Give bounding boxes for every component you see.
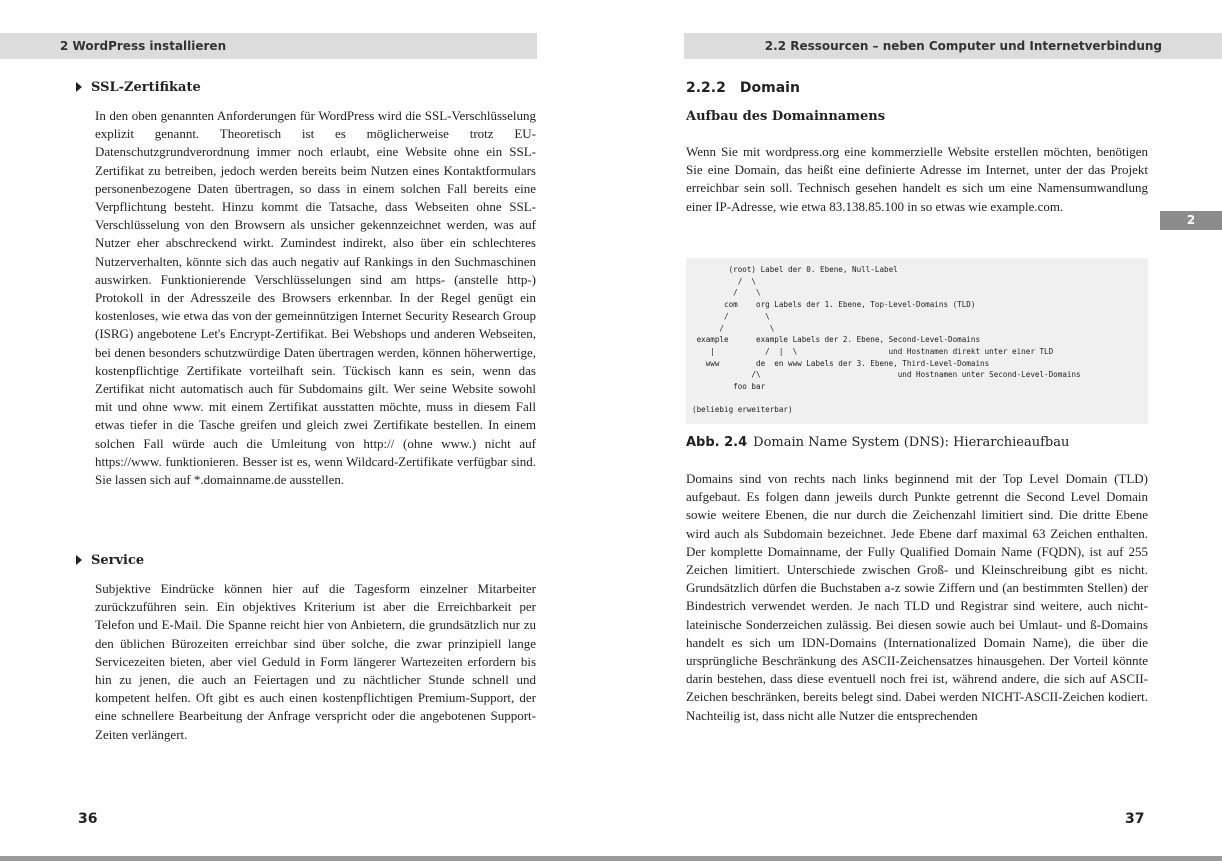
running-header-right-text: 2.2 Ressourcen – neben Computer und Internetverbindung [764, 39, 1162, 53]
bullet-heading-ssl [76, 80, 201, 95]
paragraph-intro: Wenn Sie mit wordpress.org eine kommerzielle Website erstellen möchten, benötigen Sie eine Domain, das heißt eine definierte Adresse im Internet, unter der das Projekt erreichbar sein soll. Technisch gesehen handelt es sich um eine Namensumwandlung einer IP-Adresse, wie etwa 83.138.85.100 in so etwas wie example.com. [686, 144, 1148, 214]
triangle-bullet-icon [76, 555, 82, 565]
section-title: Domain [739, 80, 800, 96]
paragraph-domains: Domains sind von rechts nach links beginnend mit der Top Level Domain (TLD) aufgebaut. Es folgen dann jeweils durch Punkte getrennt die Second Level Domain sowie weitere Ebenen, die nur durch die Zeichenzahl limitiert sind. Die dritte Ebene wird auch als Subdomain bezeichnet. Jede Ebene darf maximal 63 Zeichen enthalten. Der komplette Domainname, der Fully Qualified Domain Name (FQDN), ist auf 255 Zeichen limitiert. Unterschiede zwischen Groß- und Kleinschreibung gibt es nicht. Grundsätzlich dürfen die Buchstaben a-z sowie Ziffern und (an bestimmten Stellen) der Bindestrich verwendet werden. Je nach TLD und Registrar sind weitere, auch nicht-lateinische Sonderzeichen zulässig. Bei diesen sowie auch bei Umlaut- und ß-Domains handelt es sich um IDN-Domains (Internationalized Domain Name), die über die ursprüngliche Beschränkung des ASCII-Zeichensatzes hinausgehen. Der Vorteil könnte darin bestehen, dass diese eventuell noch frei ist, während andere, die sich auf ASCII-Zeichen beschränken, bereits belegt sind. Dabei werden NICHT-ASCII-Zeichen kodiert. Nachteilig ist, dass nicht alle Nutzer die entsprechenden [686, 471, 1148, 723]
dns-hierarchy-code: (root) Label der 0. Ebene, Null-Label / \ / \ com org Labels der 1. Ebene, Top-Level-Domains (TLD) / \ / \ example example Labels der 2. Ebene, Second-Level-Domains | / | \ und Hostnamen direkt unter einer TLD www de en www Labels der 3. Ebene, Third-Level-Domains /\ und Hostnamen unter Second-Level-Domains foo bar (beliebig erweiterbar) [692, 265, 1081, 415]
figure-caption-label: Abb. 2.4 [686, 435, 748, 450]
triangle-bullet-icon [76, 82, 82, 92]
running-header-left [0, 33, 537, 59]
bottom-rule [0, 856, 1222, 861]
running-header-right [684, 33, 1222, 59]
dns-hierarchy-figure [686, 258, 1148, 424]
page-number-right: 37 [1125, 811, 1145, 827]
bullet-heading-service [76, 553, 144, 568]
figure-caption [686, 435, 1069, 450]
page-number-left: 36 [78, 811, 98, 827]
bullet-heading-ssl-text: SSL-Zertifikate [91, 80, 201, 95]
bullet-heading-service-text: Service [91, 553, 145, 568]
running-header-left-text: 2 WordPress installieren [60, 39, 227, 53]
subsection-heading: Aufbau des Domainnamens [686, 109, 886, 124]
chapter-tab: 2 [1160, 211, 1222, 230]
paragraph-ssl: In den oben genannten Anforderungen für WordPress wird die SSL-Verschlüsselung explizit genannt. Theoretisch ist es möglicherweise trotz EU-Datenschutzgrundverordnung immer noch erlaubt, eine Website ohne ein SSL-Zertifikat zu betreiben, jedoch werden bereits beim Nutzen eines Kontaktformulars personenbezogene Daten übertragen, so dass in einem solchen Fall bereits eine Verpflichtung besteht. Hinzu kommt die Tatsache, dass Webseiten ohne SSL-Verschlüsselung von den Browsern als unsicher gekennzeichnet werden, was auf Nutzer eher abschreckend wirkt. Zumindest indirekt, also über ein schlechteres Nutzerverhalten, könnte sich das auch negativ auf Rankings in den Suchmaschinen auswirken. Funktionierende Verschlüsselungen sind am https- (anstelle http-) Protokoll in der Adresszeile des Browsers erkennbar. In der Regel genügt ein kostenloses, wie etwa das von der gemeinnützigen Internet Security Research Group (ISRG) angebotene Let's Encrypt-Zertifikat. Bei Webshops und anderen Webseiten, bei denen besonders schutzwürdige Daten übertragen werden, können höherwertige, kostenpflichtige Zertifikate vorteilhaft sein. Tückisch kann es sein, wenn das Zertifikat nicht automatisch auch für Subdomains gilt. Wer seine Website sowohl mit und ohne www. mit einem Zertifikat ausstatten möchte, muss in diesem Fall etwas tiefer in die Tasche greifen und gleich zwei Zertifikate bestellen. In einem solchen Fall würde auch die Umleitung von http:// (ohne www.) nicht auf https://www. funktionieren. Besser ist es, wenn Wildcard-Zertifikate verfügbar sind. Sie lassen sich auf *.domainname.de ausstellen. [95, 108, 536, 488]
section-heading [686, 80, 800, 96]
figure-caption-text: Domain Name System (DNS): Hierarchieaufbau [753, 435, 1070, 450]
paragraph-service: Subjektive Eindrücke können hier auf die Tagesform einzelner Mitarbeiter zurückzuführen sein. Ein objektives Kriterium ist aber die Erreichbarkeit per Telefon und E-Mail. Die Spanne reicht hier von Anbietern, die grundsätzlich nur zu den üblichen Bürozeiten erreichbar sind über solche, die zwar prinzipiell lange Servicezeiten bieten, aber viel Geduld in Form längerer Wartezeiten erfordern bis hin zu jenen, die auch an Feiertagen und zu nächtlicher Stunde schnell und kompetent helfen. Oft gibt es auch einen kostenpflichtigen Premium-Support, der eine schnellere Bearbeitung der Anfrage verspricht oder die angebotenen Support-Zeiten verlängert. [95, 581, 536, 742]
section-number: 2.2.2 [686, 80, 726, 96]
